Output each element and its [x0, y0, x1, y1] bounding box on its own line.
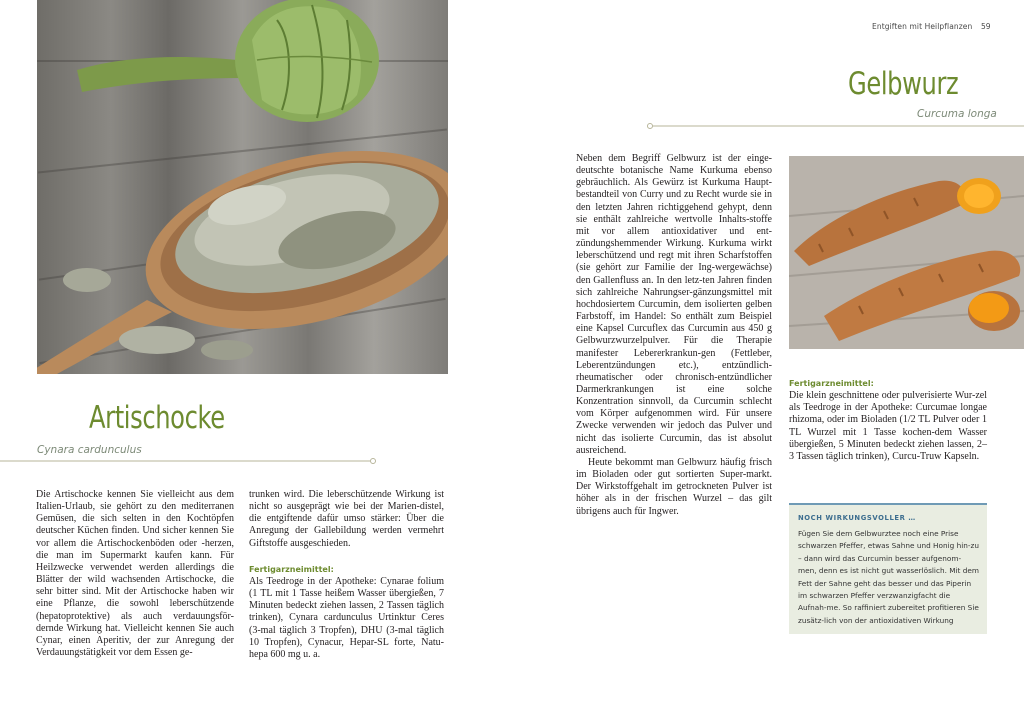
artischocke-column-1 — [36, 489, 234, 659]
gelbwurz-fertig-section — [789, 378, 987, 463]
artischocke-column-2 — [249, 489, 444, 661]
gelbwurz-fertig-label: Fertigarzneimittel: — [789, 379, 874, 388]
gelbwurz-heading: Gelbwurz — [848, 66, 959, 102]
artichoke-photo — [37, 0, 448, 374]
artischocke-fertig-text: Als Teedroge in der Apotheke: Cynarae folium (1 TL mit 1 Tasse heißem Wasser übergießen, 7 Minuten bedeckt ziehen lassen, 2 Tassen täglich trinken), Cynara cardunculus Urtinktur Ceres (3-mal täglich 3 Tropfen), DHU (3-mal täglich 10 Tropfen), Cynacur, Hepar-SL forte, Natu-hepa 600 mg u. a. — [249, 575, 444, 660]
gelbwurz-column — [576, 153, 772, 518]
tip-box — [789, 503, 987, 634]
gelbwurz-divider — [645, 121, 1024, 131]
running-head: Entgiften mit Heilpflanzen — [872, 22, 973, 31]
page-number: 59 — [981, 22, 991, 31]
gelbwurz-latin-name: Curcuma longa — [917, 108, 997, 120]
gelbwurz-fertig-text: Die klein geschnittene oder pulverisierte Wur-zel als Teedroge in der Apotheke: Curcumae longae rhizoma, oder im Bioladen (1/2 TL Pulver oder 1 TL Wurzel mit 1 Tasse kochen-dem Wasser übergießen, 5 Minuten bedeckt ziehen lassen, 2–3 Tassen täglich trinken), Curcu-Truw Kapseln. — [789, 390, 987, 462]
artischocke-fertig-label: Fertigarzneimittel: — [249, 564, 334, 574]
tip-box-text: Fügen Sie dem Gelbwurztee noch eine Prise schwarzen Pfeffer, etwas Sahne und Honig hin-zu – dann wird das Curcumin besser aufgenom-men, denn es ist nicht gut wasserlöslich. Mit dem Fett der Sahne geht das besser und das Piperin im schwarzen Pfeffer verzwanzigfacht die Aufnah-me. So raffiniert zubereitet profitieren Sie zusätz-lich von der antioxidativen Wirkung — [798, 529, 979, 625]
artischocke-divider — [0, 456, 380, 466]
artischocke-paragraph-1: Die Artischocke kennen Sie vielleicht aus dem Italien-Urlaub, sie gehört zu den mediterranen Gemüsen, die sich selten in den Kochtöpfen deutscher Küchen finden. Und sicher kennen Sie vor allem die Artischockenböden oder -herzen, die man im Supermarkt kaufen kann. Für Heilzwecke verwendet werden allerdings die Blätter der wild wachsenden Artischocke, die sehr bitter sind. Mit der Artischocke haben wir eine Pflanze, die sowohl leberschützende (hepatoprotektive) als auch verdauungsför-dernde Wirkung hat. Vielleicht kennen Sie auch Cynar, einen Aperitiv, der zur Anregung der Verdauungstätigkeit vor dem Essen ge- — [36, 489, 234, 659]
gelbwurz-paragraph-1: Neben dem Begriff Gelbwurz ist der einge-deutschte botanische Name Kurkuma ebenso gebräuchlich. Als Gewürz ist Kurkuma Haupt-bestandteil von Curry und zu Recht wurde sie in den letzten Jahren richtiggehend gehypt, denn sie enthält zahlreiche wertvolle Inhalts-stoffe mit vor allem antioxidativer und ent-zündungshemmender Wirkung. Kurkuma wirkt leberschützend und regt mit ihren Scharfstoffen (sie gehört zur Familie der Ing-wergewächse) den Gallenfluss an. In den letz-ten Jahren finden sich zahlreiche Nahrungser-gänzungsmittel mit hochdosiertem Curcumin, dem isolierten gelben Farbstoff, im Handel: So enthält zum Beispiel eine Kapsel Curcuflex das Curcumin aus 450 g Gelbwurzwurzelpulver. Für die Therapie manifester Lebererkrankun-gen (Fettleber, Leberentzündungen etc.), entzündlich-rheumatischer oder chronisch-entzündlicher Darmerkrankungen ist eine solche Konzentration sinnvoll, da Curcumin schlecht vom Körper aufgenommen wird. Für unsere Zwecke verwenden wir jedoch das Pulver und nicht das isolierte Curcumin, das ist absolut ausreichend. — [576, 153, 772, 456]
artischocke-latin-name: Cynara cardunculus — [37, 444, 142, 456]
tip-box-title: NOCH WIRKUNGSVOLLER … — [798, 514, 916, 522]
turmeric-photo — [789, 156, 1024, 349]
artischocke-heading: Artischocke — [89, 400, 225, 436]
artischocke-paragraph-2: trunken wird. Die leberschützende Wirkung ist nicht so ausgeprägt wie bei der Marien-distel, die entgiftende dafür umso stärker: Über die Anregung der Gallebildung werden vermehrt Giftstoffe ausgeschieden. — [249, 489, 444, 549]
gelbwurz-paragraph-2: Heute bekommt man Gelbwurz häufig frisch im Bioladen oder gut sortierten Super-markt. Der Wirkstoffgehalt im getrockneten Pulver ist höher als in der frischen Wurzel – das gilt übrigens auch für Ingwer. — [576, 456, 772, 517]
